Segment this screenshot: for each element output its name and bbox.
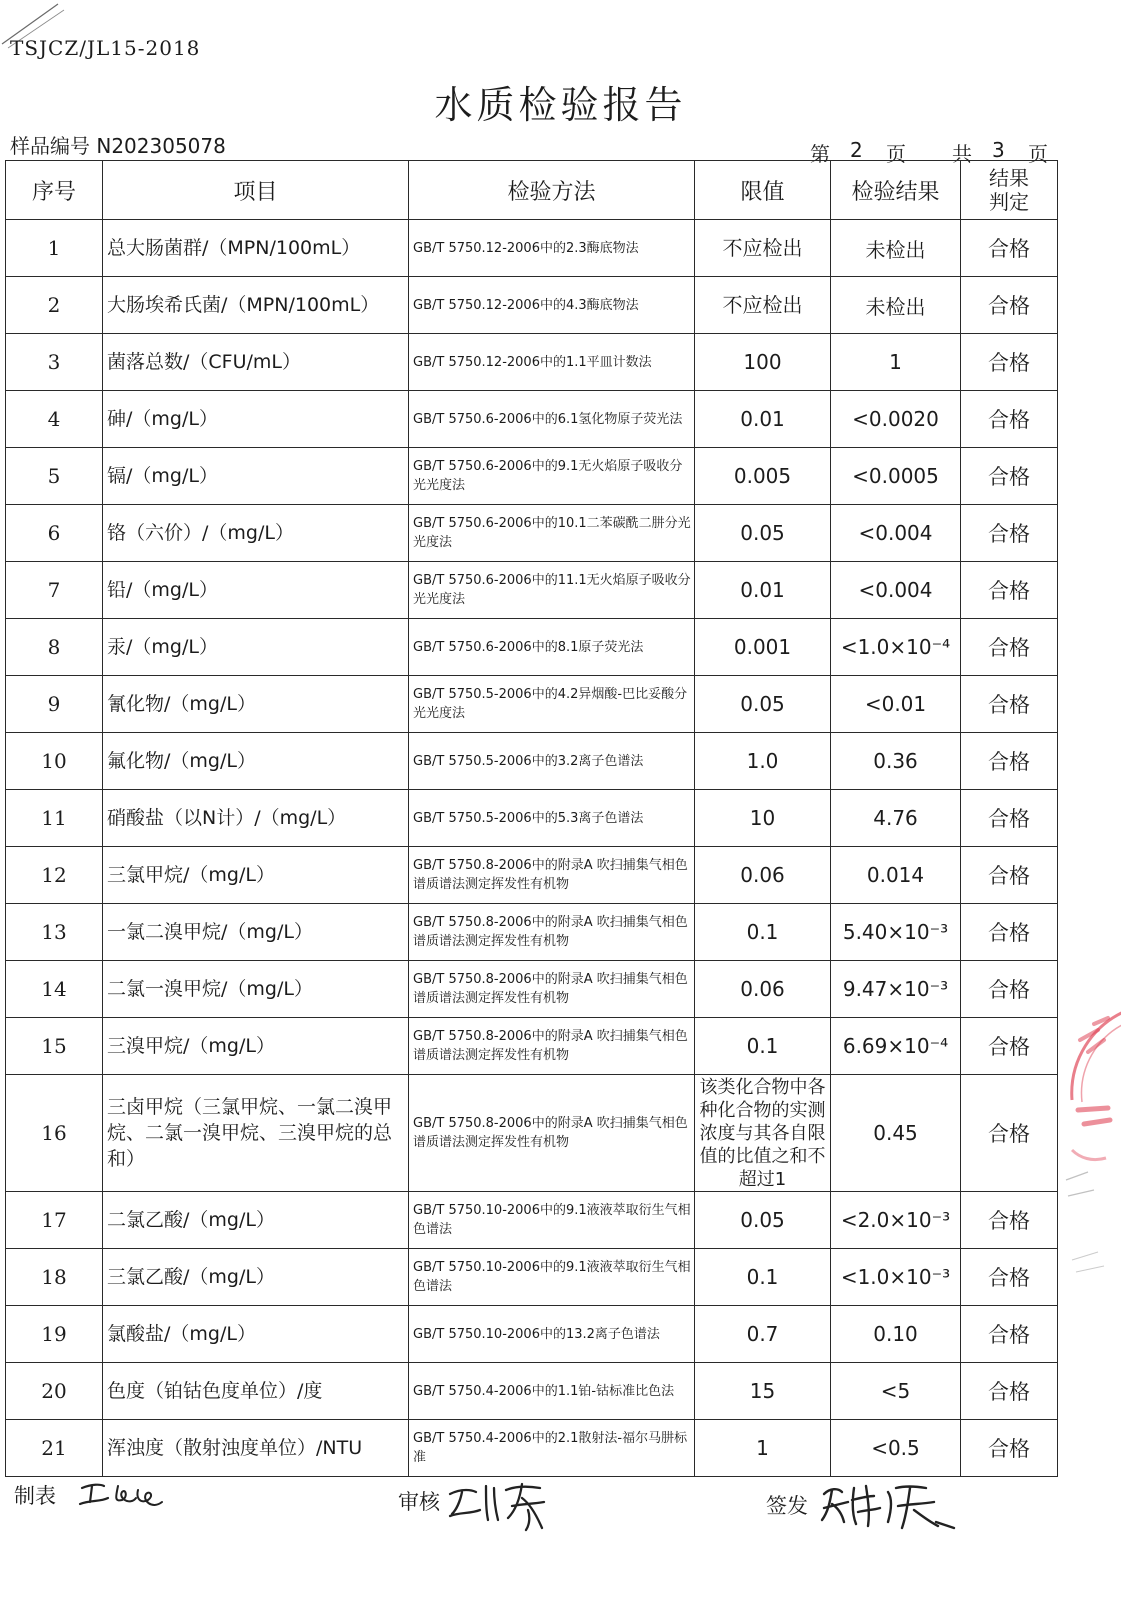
row-result: <1.0×10⁻³ xyxy=(831,1249,961,1306)
page-number: 2 xyxy=(850,138,863,162)
row-limit: 1 xyxy=(695,1420,831,1477)
row-method: GB/T 5750.12-2006中的4.3酶底物法 xyxy=(409,277,695,334)
row-serial: 2 xyxy=(6,277,103,334)
row-item: 大肠埃希氏菌/（MPN/100mL） xyxy=(103,277,409,334)
row-judgement: 合格 xyxy=(961,904,1058,961)
table-row xyxy=(6,790,1058,847)
row-limit: 0.1 xyxy=(695,904,831,961)
row-judgement: 合格 xyxy=(961,1306,1058,1363)
row-item: 一氯二溴甲烷/（mg/L） xyxy=(103,904,409,961)
row-method: GB/T 5750.5-2006中的4.2异烟酸-巴比妥酸分光光度法 xyxy=(409,676,695,733)
row-serial: 19 xyxy=(6,1306,103,1363)
page-unit: 页 xyxy=(886,142,906,166)
row-result: 5.40×10⁻³ xyxy=(831,904,961,961)
document-code: TSJCZ/JL15-2018 xyxy=(10,36,201,60)
row-result: <0.5 xyxy=(831,1420,961,1477)
row-serial: 1 xyxy=(6,220,103,277)
table-row xyxy=(6,1192,1058,1249)
row-result: <0.0020 xyxy=(831,391,961,448)
table-row xyxy=(6,448,1058,505)
header-serial: 序号 xyxy=(6,161,103,220)
table-row xyxy=(6,904,1058,961)
row-judgement: 合格 xyxy=(961,1420,1058,1477)
row-limit: 0.001 xyxy=(695,619,831,676)
row-judgement: 合格 xyxy=(961,1249,1058,1306)
table-row xyxy=(6,1249,1058,1306)
table-row xyxy=(6,505,1058,562)
row-item: 砷/（mg/L） xyxy=(103,391,409,448)
row-serial: 13 xyxy=(6,904,103,961)
row-item: 三溴甲烷/（mg/L） xyxy=(103,1018,409,1075)
row-judgement: 合格 xyxy=(961,790,1058,847)
row-method: GB/T 5750.4-2006中的2.1散射法-福尔马肼标准 xyxy=(409,1420,695,1477)
issued-by-label: 签发 xyxy=(766,1494,808,1518)
row-item: 镉/（mg/L） xyxy=(103,448,409,505)
row-result: 6.69×10⁻⁴ xyxy=(831,1018,961,1075)
row-method: GB/T 5750.10-2006中的9.1液液萃取衍生气相色谱法 xyxy=(409,1192,695,1249)
table-row xyxy=(6,1306,1058,1363)
row-item: 二氯一溴甲烷/（mg/L） xyxy=(103,961,409,1018)
header-limit: 限值 xyxy=(695,161,831,220)
report-table xyxy=(5,160,1058,1477)
row-method: GB/T 5750.6-2006中的9.1无火焰原子吸收分光光度法 xyxy=(409,448,695,505)
row-judgement: 合格 xyxy=(961,847,1058,904)
row-serial: 20 xyxy=(6,1363,103,1420)
row-limit: 1.0 xyxy=(695,733,831,790)
row-limit: 0.005 xyxy=(695,448,831,505)
row-limit: 0.06 xyxy=(695,847,831,904)
prepared-by-signature xyxy=(78,1476,168,1516)
row-limit: 0.05 xyxy=(695,505,831,562)
row-method: GB/T 5750.8-2006中的附录A 吹扫捕集气相色谱质谱法测定挥发性有机物 xyxy=(409,961,695,1018)
header-item: 项目 xyxy=(103,161,409,220)
row-judgement: 合格 xyxy=(961,562,1058,619)
row-limit: 不应检出 xyxy=(695,220,831,277)
table-row xyxy=(6,1363,1058,1420)
row-result: 未检出 xyxy=(831,277,961,334)
row-method: GB/T 5750.6-2006中的10.1二苯碳酰二肼分光光度法 xyxy=(409,505,695,562)
row-limit: 10 xyxy=(695,790,831,847)
row-result: <0.004 xyxy=(831,505,961,562)
row-serial: 17 xyxy=(6,1192,103,1249)
row-item: 菌落总数/（CFU/mL） xyxy=(103,334,409,391)
row-result: 4.76 xyxy=(831,790,961,847)
prepared-by-label: 制表 xyxy=(14,1484,56,1508)
header-judgement: 结果 判定 xyxy=(961,161,1058,220)
row-item: 三氯甲烷/（mg/L） xyxy=(103,847,409,904)
row-limit: 100 xyxy=(695,334,831,391)
table-row xyxy=(6,1075,1058,1192)
row-judgement: 合格 xyxy=(961,676,1058,733)
row-judgement: 合格 xyxy=(961,961,1058,1018)
row-judgement: 合格 xyxy=(961,619,1058,676)
row-serial: 11 xyxy=(6,790,103,847)
row-limit: 0.06 xyxy=(695,961,831,1018)
row-judgement: 合格 xyxy=(961,448,1058,505)
row-method: GB/T 5750.8-2006中的附录A 吹扫捕集气相色谱质谱法测定挥发性有机物 xyxy=(409,1018,695,1075)
row-serial: 5 xyxy=(6,448,103,505)
official-seal-stamp xyxy=(1058,990,1121,1290)
total-unit: 页 xyxy=(1028,142,1048,166)
row-method: GB/T 5750.12-2006中的2.3酶底物法 xyxy=(409,220,695,277)
row-method: GB/T 5750.6-2006中的8.1原子荧光法 xyxy=(409,619,695,676)
header-method: 检验方法 xyxy=(409,161,695,220)
row-item: 铅/（mg/L） xyxy=(103,562,409,619)
row-judgement: 合格 xyxy=(961,220,1058,277)
row-result: 0.014 xyxy=(831,847,961,904)
sample-id: 样品编号 N202305078 xyxy=(10,134,226,158)
issued-by-signature xyxy=(818,1478,958,1536)
row-judgement: 合格 xyxy=(961,334,1058,391)
header-result: 检验结果 xyxy=(831,161,961,220)
row-result: <5 xyxy=(831,1363,961,1420)
report-title: 水质检验报告 xyxy=(434,83,687,127)
row-item: 硝酸盐（以N计）/（mg/L） xyxy=(103,790,409,847)
row-item: 三卤甲烷（三氯甲烷、一氯二溴甲烷、二氯一溴甲烷、三溴甲烷的总和） xyxy=(103,1075,409,1192)
row-item: 氟化物/（mg/L） xyxy=(103,733,409,790)
row-method: GB/T 5750.4-2006中的1.1铂-钴标准比色法 xyxy=(409,1363,695,1420)
row-limit: 15 xyxy=(695,1363,831,1420)
table-row xyxy=(6,847,1058,904)
row-method: GB/T 5750.10-2006中的13.2离子色谱法 xyxy=(409,1306,695,1363)
table-row xyxy=(6,733,1058,790)
row-method: GB/T 5750.12-2006中的1.1平皿计数法 xyxy=(409,334,695,391)
row-item: 三氯乙酸/（mg/L） xyxy=(103,1249,409,1306)
row-serial: 16 xyxy=(6,1075,103,1192)
table-row xyxy=(6,1420,1058,1477)
row-method: GB/T 5750.5-2006中的5.3离子色谱法 xyxy=(409,790,695,847)
row-serial: 21 xyxy=(6,1420,103,1477)
row-item: 汞/（mg/L） xyxy=(103,619,409,676)
row-item: 二氯乙酸/（mg/L） xyxy=(103,1192,409,1249)
reviewed-by-label: 审核 xyxy=(398,1490,440,1514)
row-serial: 12 xyxy=(6,847,103,904)
row-method: GB/T 5750.8-2006中的附录A 吹扫捕集气相色谱质谱法测定挥发性有机物 xyxy=(409,904,695,961)
table-row xyxy=(6,562,1058,619)
row-result: <1.0×10⁻⁴ xyxy=(831,619,961,676)
row-serial: 8 xyxy=(6,619,103,676)
row-result: 9.47×10⁻³ xyxy=(831,961,961,1018)
row-limit: 0.01 xyxy=(695,391,831,448)
row-method: GB/T 5750.8-2006中的附录A 吹扫捕集气相色谱质谱法测定挥发性有机物 xyxy=(409,1075,695,1192)
row-judgement: 合格 xyxy=(961,505,1058,562)
row-judgement: 合格 xyxy=(961,1075,1058,1192)
row-item: 铬（六价）/（mg/L） xyxy=(103,505,409,562)
row-serial: 18 xyxy=(6,1249,103,1306)
row-item: 总大肠菌群/（MPN/100mL） xyxy=(103,220,409,277)
row-method: GB/T 5750.6-2006中的11.1无火焰原子吸收分光光度法 xyxy=(409,562,695,619)
total-prefix: 共 xyxy=(952,142,972,166)
row-method: GB/T 5750.8-2006中的附录A 吹扫捕集气相色谱质谱法测定挥发性有机物 xyxy=(409,847,695,904)
row-limit: 0.7 xyxy=(695,1306,831,1363)
row-limit: 不应检出 xyxy=(695,277,831,334)
table-row xyxy=(6,619,1058,676)
table-row xyxy=(6,961,1058,1018)
table-row xyxy=(6,676,1058,733)
row-serial: 10 xyxy=(6,733,103,790)
row-serial: 9 xyxy=(6,676,103,733)
table-header-row xyxy=(6,161,1058,220)
row-limit: 该类化合物中各种化合物的实测浓度与其各自限值的比值之和不超过1 xyxy=(695,1075,831,1192)
table-row xyxy=(6,277,1058,334)
total-pages: 3 xyxy=(992,138,1005,162)
row-limit: 0.05 xyxy=(695,1192,831,1249)
table-row xyxy=(6,1018,1058,1075)
row-result: <0.01 xyxy=(831,676,961,733)
row-limit: 0.05 xyxy=(695,676,831,733)
row-item: 色度（铂钴色度单位）/度 xyxy=(103,1363,409,1420)
table-row xyxy=(6,220,1058,277)
row-result: 未检出 xyxy=(831,220,961,277)
row-serial: 6 xyxy=(6,505,103,562)
page-prefix: 第 xyxy=(810,142,830,166)
row-result: 0.10 xyxy=(831,1306,961,1363)
table-row xyxy=(6,391,1058,448)
reviewed-by-signature xyxy=(446,1480,556,1536)
table-row xyxy=(6,334,1058,391)
row-item: 氰化物/（mg/L） xyxy=(103,676,409,733)
row-result: <2.0×10⁻³ xyxy=(831,1192,961,1249)
row-result: 0.36 xyxy=(831,733,961,790)
row-judgement: 合格 xyxy=(961,1363,1058,1420)
row-serial: 7 xyxy=(6,562,103,619)
row-judgement: 合格 xyxy=(961,733,1058,790)
row-method: GB/T 5750.10-2006中的9.1液液萃取衍生气相色谱法 xyxy=(409,1249,695,1306)
row-item: 浑浊度（散射浊度单位）/NTU xyxy=(103,1420,409,1477)
row-item: 氯酸盐/（mg/L） xyxy=(103,1306,409,1363)
row-serial: 15 xyxy=(6,1018,103,1075)
row-result: 1 xyxy=(831,334,961,391)
row-judgement: 合格 xyxy=(961,1018,1058,1075)
row-serial: 4 xyxy=(6,391,103,448)
row-judgement: 合格 xyxy=(961,391,1058,448)
row-limit: 0.01 xyxy=(695,562,831,619)
row-method: GB/T 5750.6-2006中的6.1氢化物原子荧光法 xyxy=(409,391,695,448)
row-result: <0.0005 xyxy=(831,448,961,505)
row-serial: 14 xyxy=(6,961,103,1018)
row-result: <0.004 xyxy=(831,562,961,619)
row-method: GB/T 5750.5-2006中的3.2离子色谱法 xyxy=(409,733,695,790)
row-limit: 0.1 xyxy=(695,1018,831,1075)
row-limit: 0.1 xyxy=(695,1249,831,1306)
row-judgement: 合格 xyxy=(961,277,1058,334)
row-judgement: 合格 xyxy=(961,1192,1058,1249)
row-result: 0.45 xyxy=(831,1075,961,1192)
row-serial: 3 xyxy=(6,334,103,391)
